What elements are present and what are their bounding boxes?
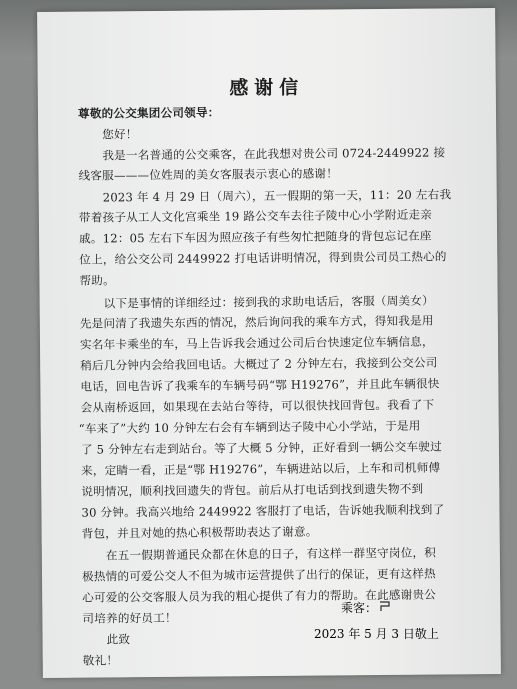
body-line: 2023 年 4 月 29 日（周六），五一假期的第一天，11：20 左右我	[102, 187, 452, 205]
body-line: 在五一假期普通民众都在休息的日子，有这样一群坚守岗位，积	[105, 545, 437, 563]
body-line: 司培养的好员工！	[82, 610, 177, 626]
body-line: 戚。12：05 左右下车因为照应孩子有些匆忙把随身的背包忘记在座	[79, 228, 432, 246]
body-line: 极热情的可爱公交人不但为城市运营提供了出行的保证，更有这样热	[81, 566, 436, 584]
body-line: “车来了”大约 10 分钟左右会有车辆到达子陵中心小学站，于是用	[78, 418, 421, 436]
body-line: 背包，并且对她的热心积极帮助表达了谢意。	[81, 524, 318, 541]
closing-jingli: 敬礼！	[82, 653, 119, 668]
body-line: 先是问清了我遗失东西的情况，然后询问我的乘车方式，得知我是用	[79, 313, 434, 331]
body-line: 位上，给公交公司 2449922 打电话讲明情况，得到贵公司员工热心的	[79, 249, 447, 267]
letter-paper	[37, 8, 501, 678]
body-line: 实名年卡乘坐的车，马上告诉我会通过公司后台快速定位车辆信息，	[79, 334, 434, 352]
body-line: 以下是事情的详细经过：接到我的求助电话后，客服（周美女）	[103, 293, 434, 311]
signer-label: 乘客：	[341, 601, 378, 615]
body-line: 稍后几分钟内会给我回电话。大概过了 2 分钟左右，我接到公交公司	[80, 355, 438, 373]
handwritten-signature	[379, 600, 391, 612]
body-line: 电话，回电告诉了我乘车的车辆号码“鄂 H19276”，并且此车辆很快	[80, 376, 440, 394]
closing-cizhi: 此致	[106, 632, 131, 647]
body-line: 带着孩子从工人文化宫乘坐 19 路公交车去往子陵中心小学附近走亲	[78, 207, 433, 225]
greeting: 您好！	[102, 127, 138, 142]
body-line: 帮助。	[79, 273, 115, 288]
body-line: 来，定睛一看，正是“鄂 H19276”，车辆进站以后，上车和司机师傅	[81, 460, 441, 478]
date-line: 2023 年 5 月 3 日敬上	[314, 627, 439, 641]
body-line: 线客服———位姓周的美女客服表示衷心的感谢！	[78, 166, 339, 183]
body-line: 会从南桥返回，如果现在去站台等待，可以很快找回背包。我看了下	[80, 397, 435, 415]
body-line: 我是一名普通的公交乘客，在此我想对贵公司 0724-2449922 接	[102, 145, 446, 163]
body-line: 了 5 分钟左右走到站台。等了大概 5 分钟，正好看到一辆公交车驶过	[80, 439, 442, 457]
salutation: 尊敬的公交集团公司领导：	[77, 105, 220, 121]
letter-title: 感谢信	[229, 76, 305, 100]
body-line: 30 分钟。我高兴地给 2449922 客服打了电话，告诉她我顺利找到了	[81, 502, 445, 520]
body-line: 说明情况，顺利找回遗失的背包。前后从打电话到找到遗失物不到	[81, 481, 424, 499]
body-line: 心可爱的公交客服人员为我的粗心提供了有力的帮助。在此感谢贵公	[82, 587, 437, 605]
